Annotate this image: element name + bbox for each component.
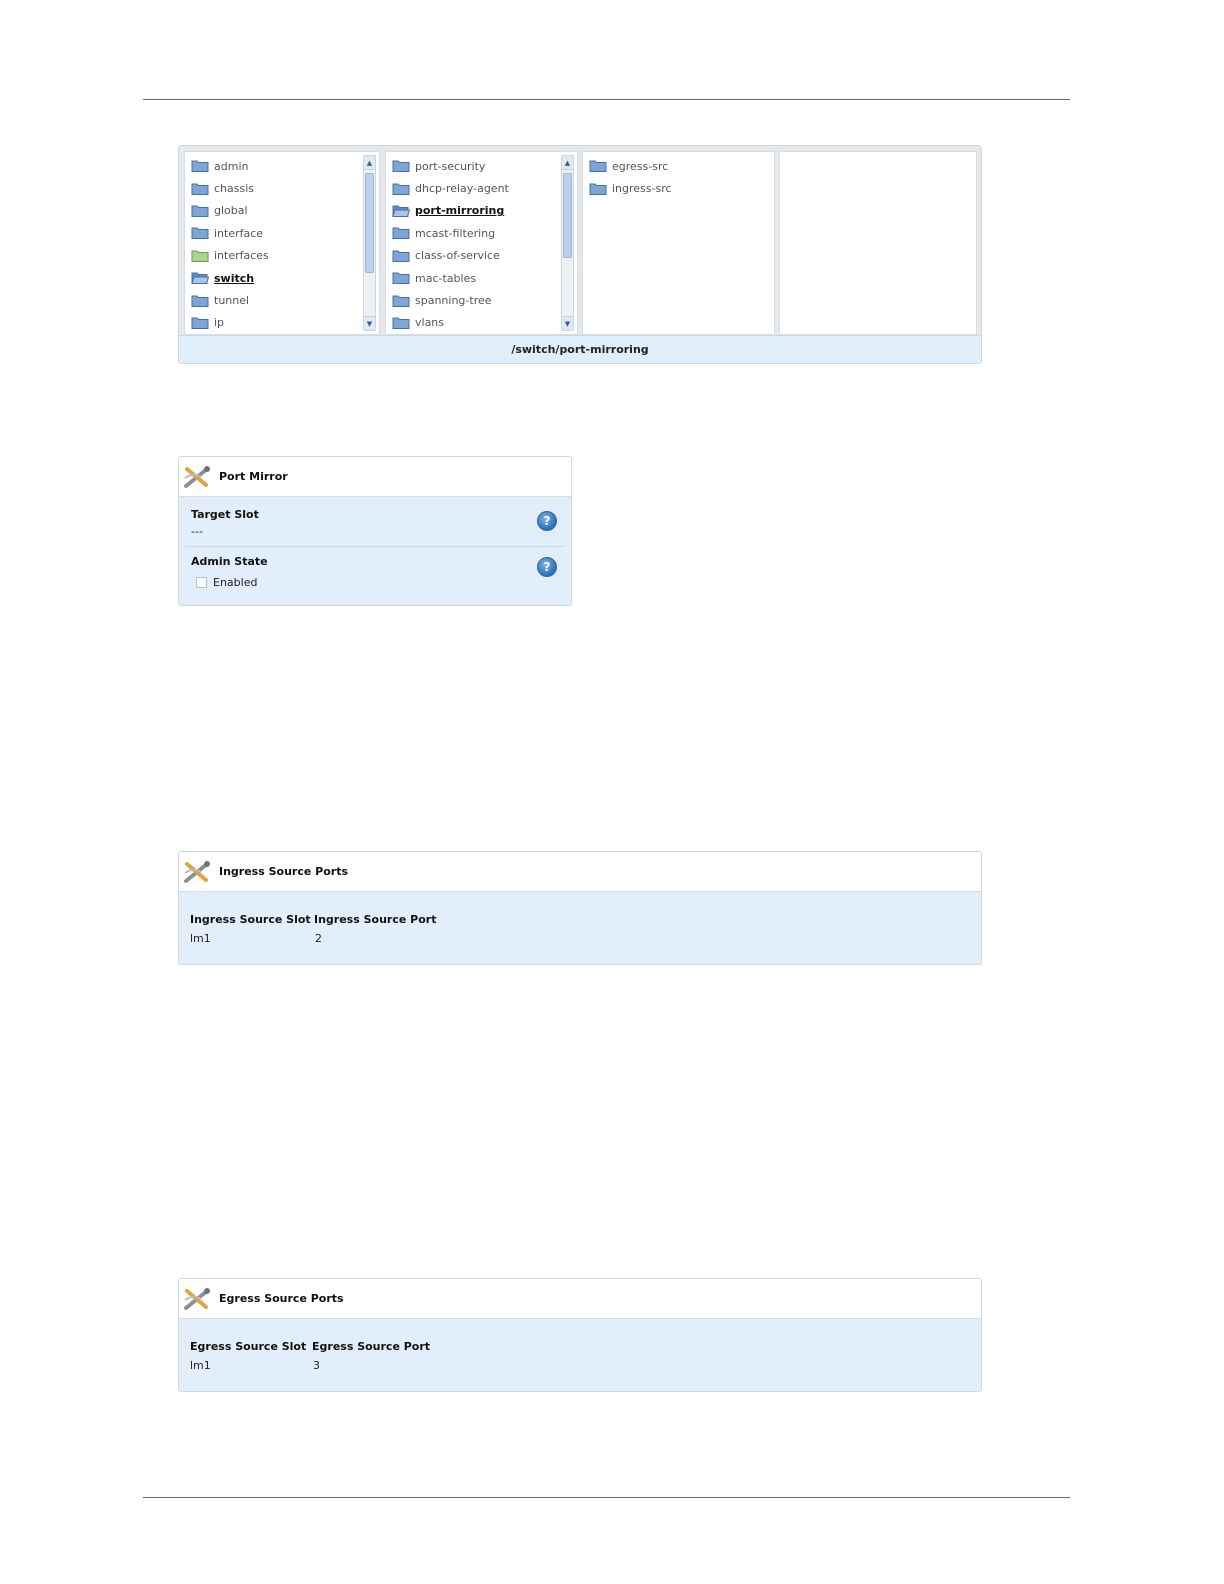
folder-icon [392,182,410,196]
scroll-up-icon[interactable]: ▲ [364,156,375,170]
browser-item-label: vlans [415,316,445,330]
panel-title: Ingress Source Ports [219,865,349,878]
scroll-thumb[interactable] [563,173,572,258]
page-bottom-rule [143,1497,1070,1498]
browser-column-1 [184,151,380,335]
browser-item-label: ip [214,316,225,330]
enabled-checkbox[interactable] [196,577,207,588]
browser-column-1-scrollbar[interactable] [363,155,376,331]
browser-column-4 [779,151,977,335]
admin-state-field [179,547,571,603]
browser-item-spanning-tree[interactable] [392,289,557,311]
scroll-up-icon[interactable]: ▲ [562,156,573,170]
folder-icon [589,159,607,173]
scroll-down-icon[interactable]: ▼ [364,316,375,330]
egress-source-ports-panel [178,1278,982,1392]
panel-title: Egress Source Ports [219,1292,344,1305]
table-cell: lm1 [190,932,211,945]
folder-icon [392,294,410,308]
folder-icon [392,316,410,330]
browser-column-3-items [589,155,754,200]
column-header: Egress Source Slot [190,1340,307,1353]
browser-item-label: mac-tables [415,271,477,285]
browser-item-label: port-mirroring [415,204,505,218]
browser-item-label: chassis [214,182,255,196]
folder-icon [392,226,410,240]
folder-icon [191,294,209,308]
folder-icon [392,249,410,263]
browser-item-label: mcast-filtering [415,226,496,240]
ingress-header [179,852,981,892]
admin-state-label: Admin State [191,555,268,568]
enabled-checkbox-label: Enabled [213,576,258,589]
browser-item-class-of-service[interactable] [392,245,557,267]
folder-icon [392,159,410,173]
folder-icon [191,226,209,240]
browser-item-interface[interactable] [191,222,359,244]
panel-title: Port Mirror [219,470,288,483]
browser-item-label: ingress-src [612,182,672,196]
browser-item-label: class-of-service [415,249,500,263]
browser-item-label: admin [214,159,249,173]
browser-item-egress-src[interactable] [589,155,754,177]
folder-icon [191,204,209,218]
browser-column-1-items [191,155,359,334]
browser-item-dhcp-relay-agent[interactable] [392,177,557,199]
browser-item-label: dhcp-relay-agent [415,182,509,196]
folder-icon [589,182,607,196]
browser-item-ip[interactable] [191,312,359,334]
browser-item-label: egress-src [612,159,669,173]
browser-item-tunnel[interactable] [191,289,359,311]
browser-item-label: tunnel [214,294,250,308]
scroll-down-icon[interactable]: ▼ [562,316,573,330]
browser-item-admin[interactable] [191,155,359,177]
page-top-rule [143,99,1070,100]
browser-item-port-mirroring[interactable] [392,200,557,222]
browser-column-2-scrollbar[interactable] [561,155,574,331]
column-header: Ingress Source Slot [190,913,311,926]
browser-column-2-items [392,155,557,334]
browser-column-2 [385,151,578,335]
help-icon[interactable]: ? [537,557,557,577]
folder-open-icon [392,204,410,218]
tools-icon [183,1286,211,1312]
table-cell: lm1 [190,1359,211,1372]
folder-green-icon [191,249,209,263]
browser-item-chassis[interactable] [191,177,359,199]
table-cell: 2 [315,932,322,945]
browser-item-mac-tables[interactable] [392,267,557,289]
browser-item-switch[interactable] [191,267,359,289]
target-slot-label: Target Slot [191,508,259,521]
port-mirror-panel [178,456,572,606]
folder-icon [392,271,410,285]
browser-item-port-security[interactable] [392,155,557,177]
tools-icon [183,859,211,885]
table-cell: 3 [313,1359,320,1372]
ingress-source-ports-panel [178,851,982,965]
browser-item-label: switch [214,271,255,285]
egress-header [179,1279,981,1319]
browser-item-label: port-security [415,159,486,173]
column-header: Egress Source Port [312,1340,431,1353]
browser-item-mcast-filtering[interactable] [392,222,557,244]
browser-item-ingress-src[interactable] [589,177,754,199]
browser-column-3 [582,151,775,335]
browser-item-interfaces[interactable] [191,245,359,267]
browser-item-vlans[interactable] [392,312,557,334]
browser-item-label: interfaces [214,249,269,263]
target-slot-value: --- [191,525,203,538]
current-path: /switch/port-mirroring [179,335,981,363]
target-slot-field [179,497,571,546]
browser-item-global[interactable] [191,200,359,222]
folder-icon [191,159,209,173]
folder-icon [191,182,209,196]
column-browser [178,145,982,364]
enabled-checkbox-row [196,576,559,589]
port-mirror-header [179,457,571,497]
browser-item-label: global [214,204,248,218]
folder-open-icon [191,271,209,285]
scroll-thumb[interactable] [365,173,374,273]
column-header: Ingress Source Port [314,913,437,926]
browser-item-label: interface [214,226,264,240]
help-icon[interactable]: ? [537,511,557,531]
tools-icon [183,464,211,490]
folder-icon [191,316,209,330]
browser-item-label: spanning-tree [415,294,492,308]
